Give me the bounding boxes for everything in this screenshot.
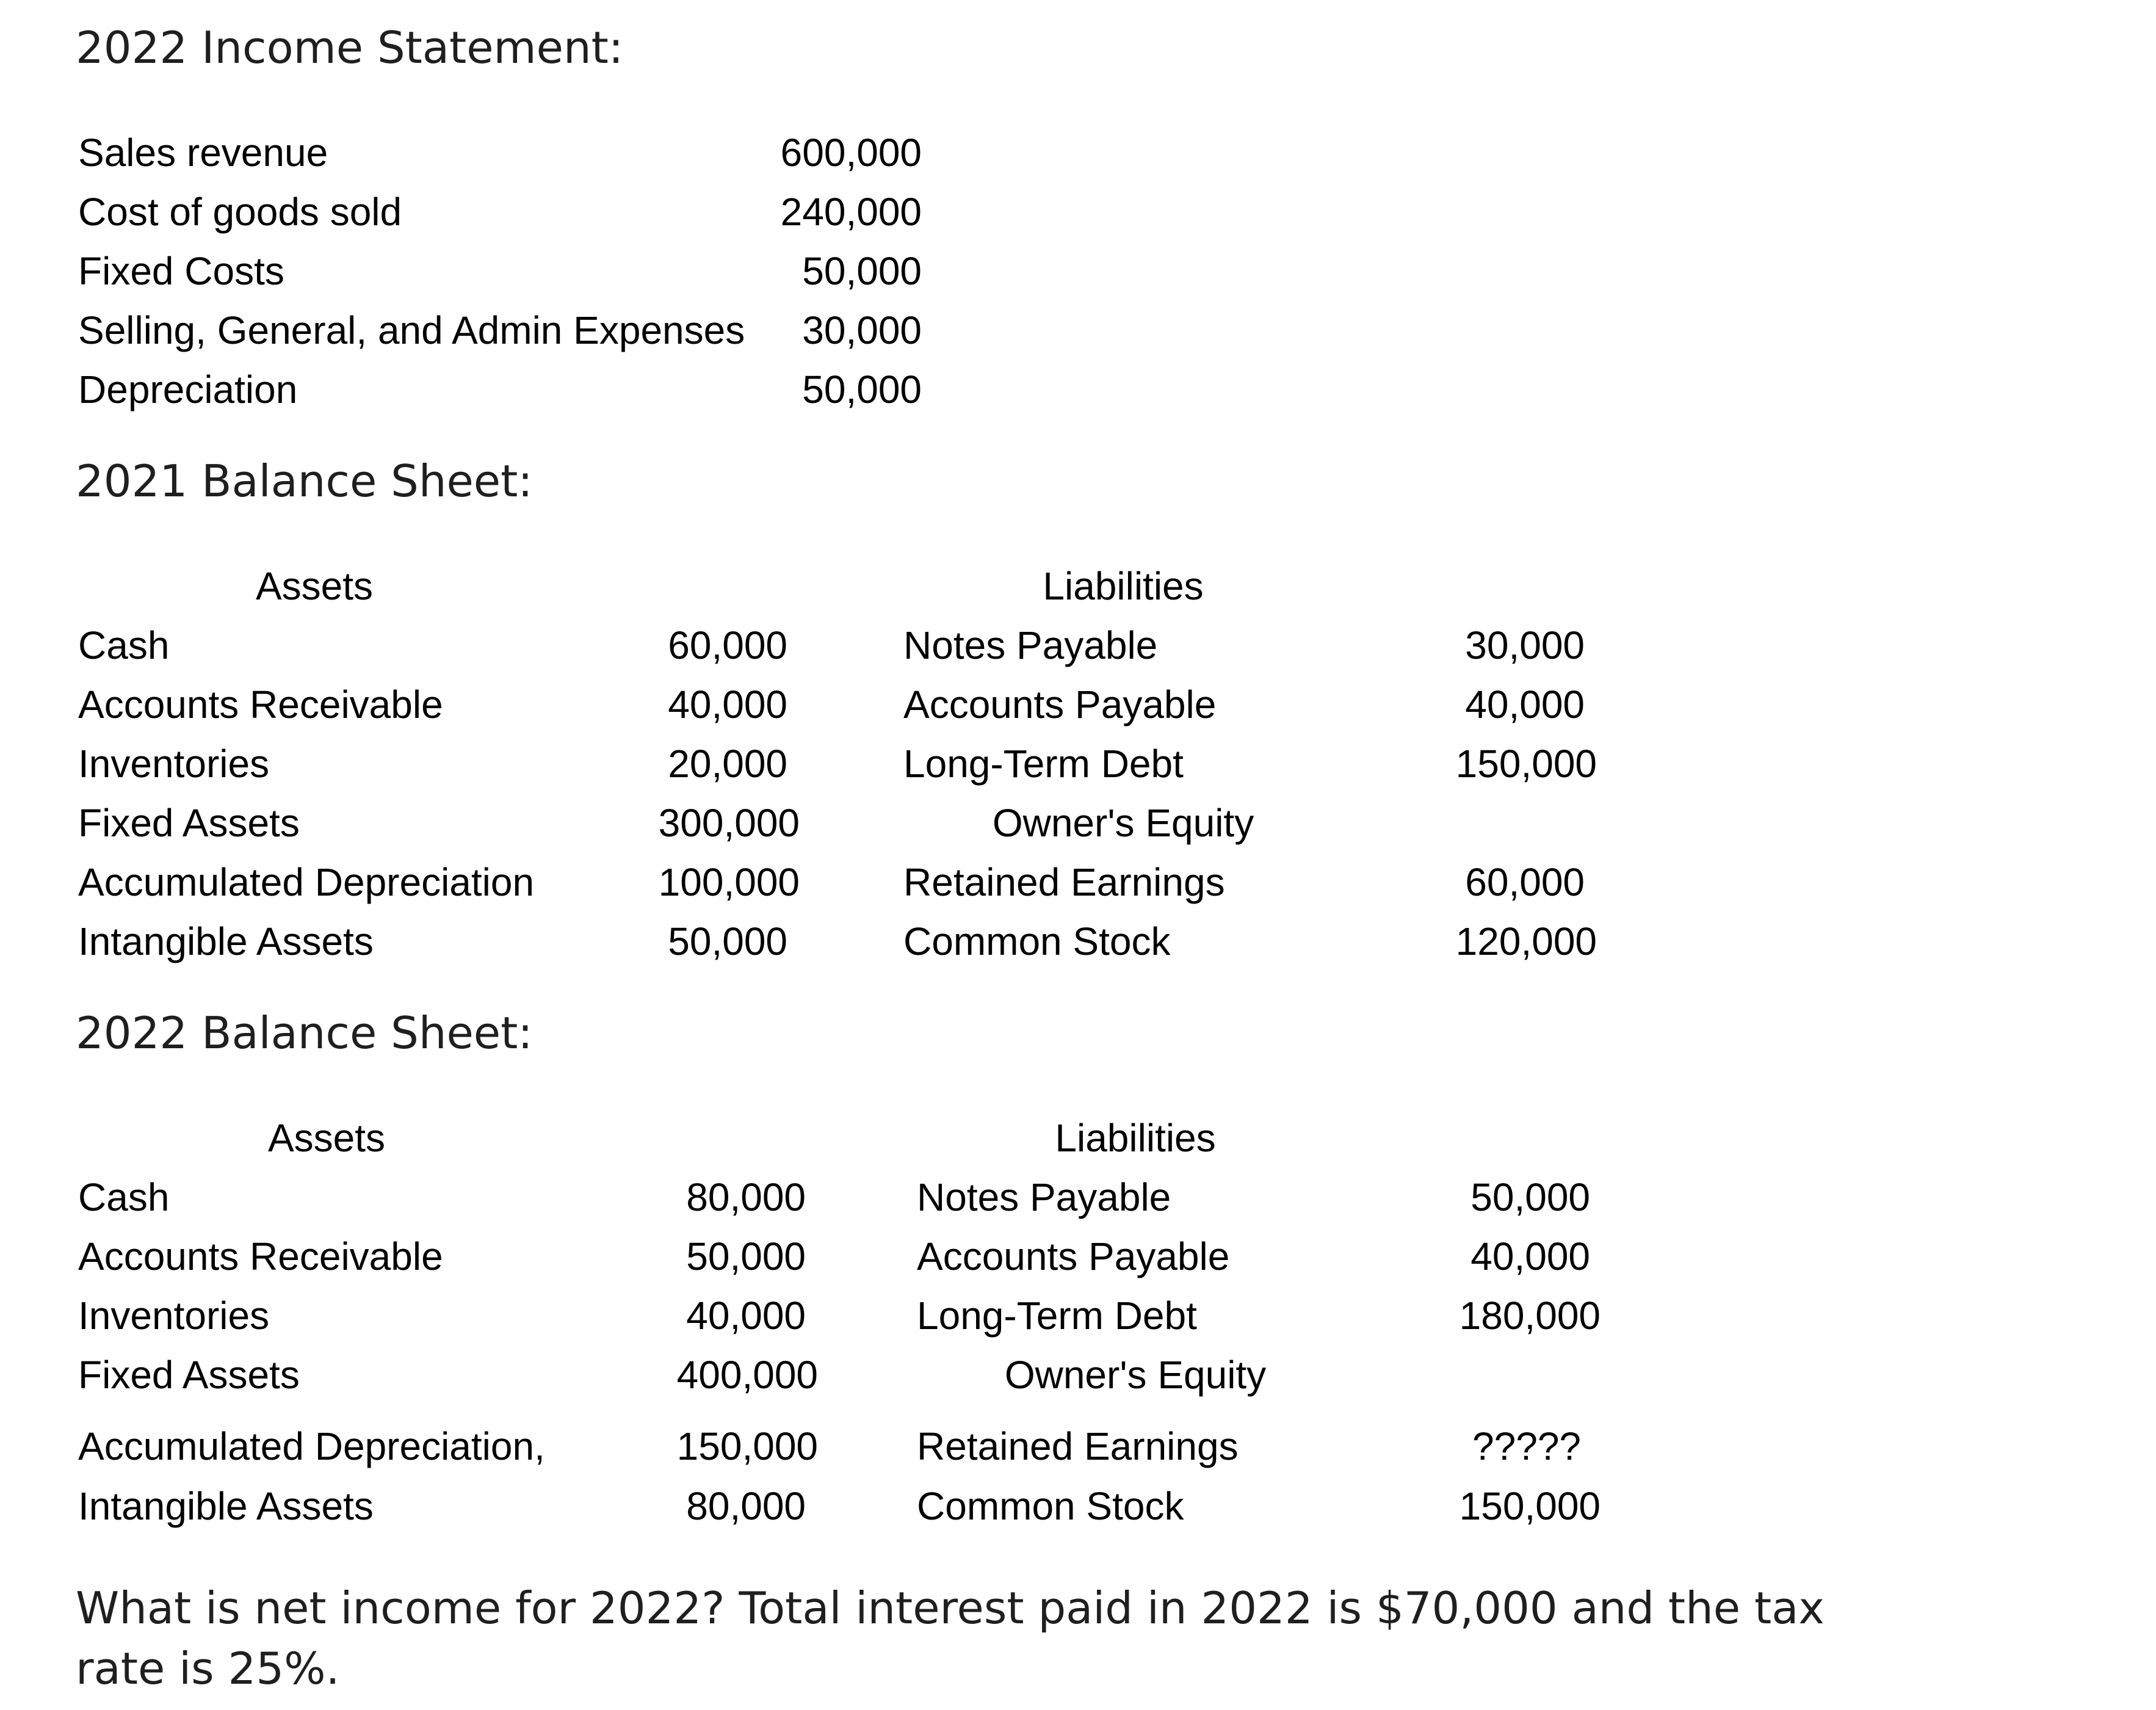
bs2022-liab-label-ap: Accounts Payable [917, 1234, 1230, 1278]
bs2021-asset-value-ar: 40,000 [668, 683, 787, 726]
bs2022-asset-value-intangible: 80,000 [686, 1484, 806, 1528]
is-label-sales: Sales revenue [78, 131, 328, 175]
bs2022-equity-value-cs: 150,000 [1459, 1484, 1601, 1528]
is-label-fixed-costs: Fixed Costs [78, 249, 284, 293]
bs2021-liab-label-ltd: Long-Term Debt [903, 742, 1184, 786]
bs2021-asset-label-intangible: Intangible Assets [78, 919, 374, 963]
bs2021-asset-value-intangible: 50,000 [668, 919, 787, 963]
bs2022-asset-value-inventories: 40,000 [686, 1294, 806, 1338]
bs2021-asset-value-fixed: 300,000 [658, 801, 800, 845]
bs2022-liab-label-ltd: Long-Term Debt [917, 1294, 1197, 1338]
bs2021-equity-header: Owner's Equity [992, 801, 1254, 845]
bs2022-equity-header: Owner's Equity [1004, 1353, 1267, 1397]
is-value-sga: 30,000 [802, 308, 922, 352]
bs2022-assets-header: Assets [267, 1116, 386, 1160]
bs2021-asset-value-inventories: 20,000 [668, 742, 787, 786]
bs2021-asset-value-accum-dep: 100,000 [658, 860, 800, 904]
bs2022-equity-label-re: Retained Earnings [917, 1424, 1239, 1468]
bs2021-liab-label-ap: Accounts Payable [903, 683, 1217, 726]
bs2021-equity-value-re: 60,000 [1465, 860, 1585, 904]
bs2021-title: 2021 Balance Sheet: [76, 455, 533, 507]
bs2021-asset-label-accum-dep: Accumulated Depreciation [78, 860, 535, 904]
income-statement-title: 2022 Income Statement: [76, 22, 624, 73]
bs2022-asset-value-accum-dep: 150,000 [676, 1424, 818, 1468]
bs2022-asset-label-intangible: Intangible Assets [78, 1484, 374, 1528]
bs2021-assets-header: Assets [255, 564, 374, 608]
is-label-depreciation: Depreciation [78, 368, 298, 411]
is-value-depreciation: 50,000 [802, 368, 922, 411]
is-label-cogs: Cost of goods sold [78, 190, 402, 234]
is-value-fixed-costs: 50,000 [802, 249, 922, 293]
bs2022-liab-value-ap: 40,000 [1470, 1234, 1590, 1278]
bs2022-equity-label-cs: Common Stock [917, 1484, 1184, 1528]
bs2022-asset-label-cash: Cash [78, 1175, 170, 1219]
bs2022-asset-value-fixed: 400,000 [676, 1353, 818, 1397]
bs2022-liabilities-header: Liabilities [1055, 1116, 1216, 1160]
bs2021-liab-value-notes: 30,000 [1465, 623, 1585, 667]
is-value-sales: 600,000 [780, 131, 922, 175]
is-value-cogs: 240,000 [780, 190, 922, 234]
bs2022-asset-label-ar: Accounts Receivable [78, 1234, 443, 1278]
bs2021-asset-label-fixed: Fixed Assets [78, 801, 300, 845]
bs2022-liab-label-notes: Notes Payable [917, 1175, 1171, 1219]
bs2022-title: 2022 Balance Sheet: [76, 1007, 533, 1059]
bs2021-liabilities-header: Liabilities [1043, 564, 1204, 608]
bs2021-liab-value-ap: 40,000 [1465, 683, 1585, 726]
question-text: What is net income for 2022? Total interest paid in 2022 is $70,000 and the tax rate is 25%. [76, 1582, 1825, 1695]
bs2022-asset-value-cash: 80,000 [686, 1175, 806, 1219]
bs2021-equity-label-re: Retained Earnings [903, 860, 1225, 904]
bs2021-asset-label-cash: Cash [78, 623, 170, 667]
bs2022-asset-value-ar: 50,000 [686, 1234, 806, 1278]
bs2021-equity-label-cs: Common Stock [903, 919, 1171, 963]
bs2021-liab-value-ltd: 150,000 [1455, 742, 1597, 786]
is-label-sga: Selling, General, and Admin Expenses [78, 308, 745, 352]
bs2021-liab-label-notes: Notes Payable [903, 623, 1158, 667]
bs2022-liab-value-ltd: 180,000 [1459, 1294, 1601, 1338]
bs2022-liab-value-notes: 50,000 [1470, 1175, 1590, 1219]
bs2021-asset-value-cash: 60,000 [668, 623, 787, 667]
bs2022-asset-label-accum-dep: Accumulated Depreciation, [78, 1424, 545, 1468]
bs2021-asset-label-ar: Accounts Receivable [78, 683, 443, 726]
bs2021-asset-label-inventories: Inventories [78, 742, 270, 786]
bs2022-asset-label-inventories: Inventories [78, 1294, 270, 1338]
bs2021-equity-value-cs: 120,000 [1455, 919, 1597, 963]
bs2022-asset-label-fixed: Fixed Assets [78, 1353, 300, 1397]
bs2022-equity-value-re: ????? [1472, 1424, 1581, 1468]
